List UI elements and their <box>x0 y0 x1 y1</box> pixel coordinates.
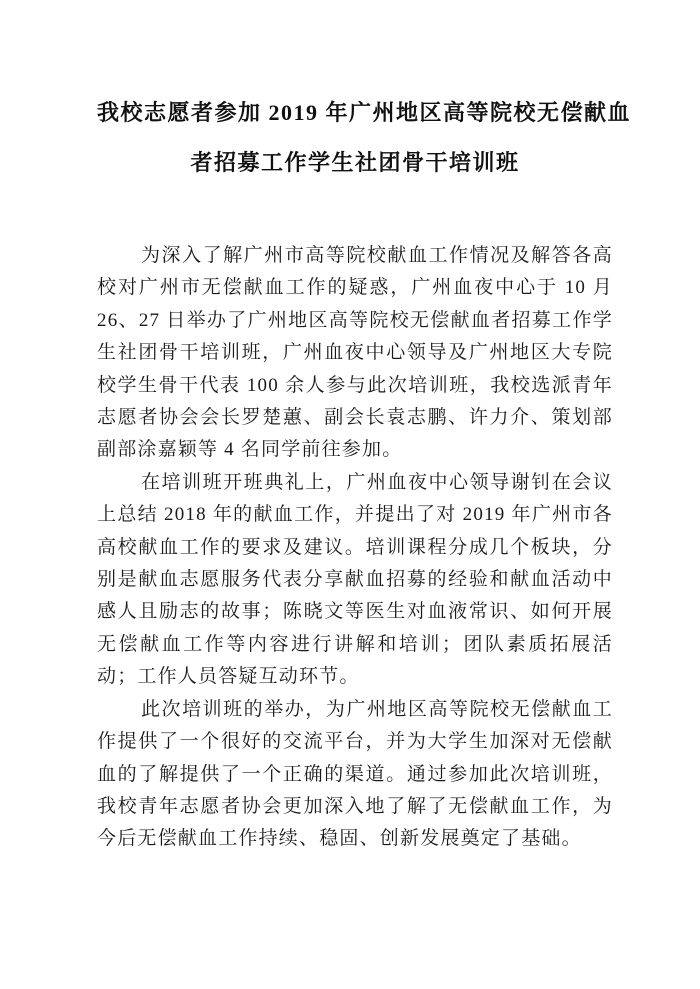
paragraph-3: 此次培训班的举办，为广州地区高等院校无偿献血工作提供了一个很好的交流平台，并为大学生加深对无偿献血的了解提供了一个正确的渠道。通过参加此次培训班，我校青年志愿者协会更加深入地了解了无偿献血工作，为今后无偿献血工作持续、稳固、创新发展奠定了基础。 <box>97 698 613 850</box>
document-title <box>97 88 632 188</box>
paragraph-1: 为深入了解广州市高等院校献血工作情况及解答各高校对广州市无偿献血工作的疑惑，广州血夜中心于 10 月 26、27 日举办了广州地区高等院校无偿献血者招募工作学生社团骨干培训班，广州血夜中心领导及广州地区大专院校学生骨干代表 100 余人参与此次培训班，我校选派青年志愿者协会会长罗楚蕙、副会长袁志鹏、许力介、策划部副部涂嘉颖等 4 名同学前往参加。 <box>97 245 613 461</box>
document-body <box>97 240 613 856</box>
document-title-line-2: 者招募工作学生社团骨干培训班 <box>190 150 520 175</box>
document-title-line-1: 我校志愿者参加 2019 年广州地区高等院校无偿献血 <box>97 100 632 125</box>
paragraph-2: 在培训班开班典礼上，广州血夜中心领导谢钊在会议上总结 2018 年的献血工作，并提出了对 2019 年广州市各高校献血工作的要求及建议。培训课程分成几个板块，分别是献血志愿服务代表分享献血招募的经验和献血活动中感人且励志的故事；陈晓文等医生对血液常识、如何开展无偿献血工作等内容进行讲解和培训；团队素质拓展活动；工作人员答疑互动环节。 <box>97 471 613 688</box>
